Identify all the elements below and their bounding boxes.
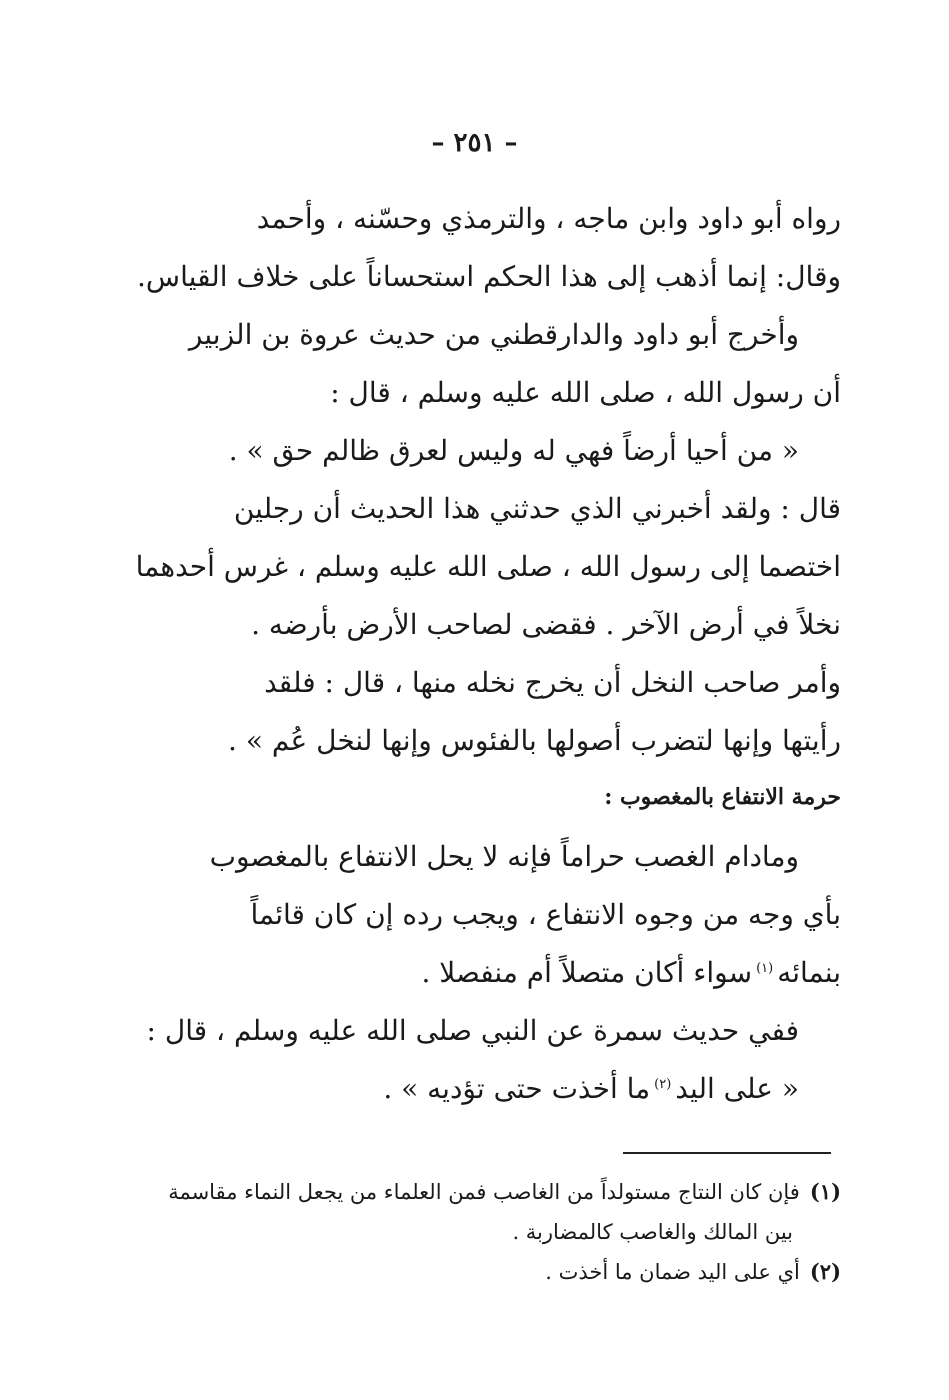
text-fragment: « على اليد: [675, 1072, 799, 1105]
hadith-quote-line: [121, 1060, 841, 1118]
text-fragment: بنمائه: [777, 956, 841, 989]
text-line: ففي حديث سمرة عن النبي صلى الله عليه وسلم ، قال :: [146, 1014, 799, 1047]
footnote-reference[interactable]: (١): [756, 960, 774, 976]
footnote-reference[interactable]: (٢): [654, 1076, 672, 1092]
footnote-text: أي على اليد ضمان ما أخذت .: [545, 1260, 800, 1284]
section-heading: حرمة الانتفاع بالمغصوب :: [604, 784, 841, 810]
footnote-text: بين المالك والغاصب كالمضاربة .: [512, 1220, 793, 1244]
footnote-item: [121, 1172, 841, 1212]
text-line: [121, 944, 841, 1002]
footnote-divider: [623, 1152, 831, 1154]
text-line: رأيتها وإنها لتضرب أصولها بالفئوس وإنها لنخل عُم » .: [228, 724, 841, 757]
footnotes: [121, 1172, 841, 1292]
text-line: نخلاً في أرض الآخر . فقضى لصاحب الأرض بأرضه .: [251, 608, 841, 641]
main-text: [121, 190, 841, 1118]
text-line: بأي وجه من وجوه الانتفاع ، ويجب رده إن كان قائماً: [250, 898, 841, 931]
text-line: قال : ولقد أخبرني الذي حدثني هذا الحديث أن رجلين: [233, 492, 841, 525]
text-fragment: ما أخذت حتى تؤديه » .: [383, 1072, 651, 1105]
text-fragment: سواء أكان متصلاً أم منفصلا .: [421, 956, 753, 989]
hadith-quote-line: « من أحيا أرضاً فهي له وليس لعرق ظالم حق » .: [228, 434, 799, 467]
footnote-number: (٢): [809, 1259, 841, 1284]
footnote-text: فإن كان النتاج مستولداً من الغاصب فمن العلماء من يجعل النماء مقاسمة: [168, 1180, 800, 1204]
footnote-item: [121, 1252, 841, 1292]
text-line: وأخرج أبو داود والدارقطني من حديث عروة بن الزبير: [188, 318, 799, 351]
text-line: ومادام الغصب حراماً فإنه لا يحل الانتفاع بالمغصوب: [209, 840, 799, 873]
text-line: وقال: إنما أذهب إلى هذا الحكم استحساناً على خلاف القياس.: [137, 260, 841, 293]
page-number: – ٢٥١ –: [431, 128, 518, 158]
text-line: وأمر صاحب النخل أن يخرج نخله منها ، قال : فلقد: [264, 666, 841, 699]
text-line: اختصما إلى رسول الله ، صلى الله عليه وسلم ، غرس أحدهما: [135, 550, 841, 583]
footnote-number: (١): [809, 1179, 841, 1204]
text-line: رواه أبو داود وابن ماجه ، والترمذي وحسّنه ، وأحمد: [256, 202, 841, 235]
text-line: أن رسول الله ، صلى الله عليه وسلم ، قال :: [330, 376, 841, 409]
